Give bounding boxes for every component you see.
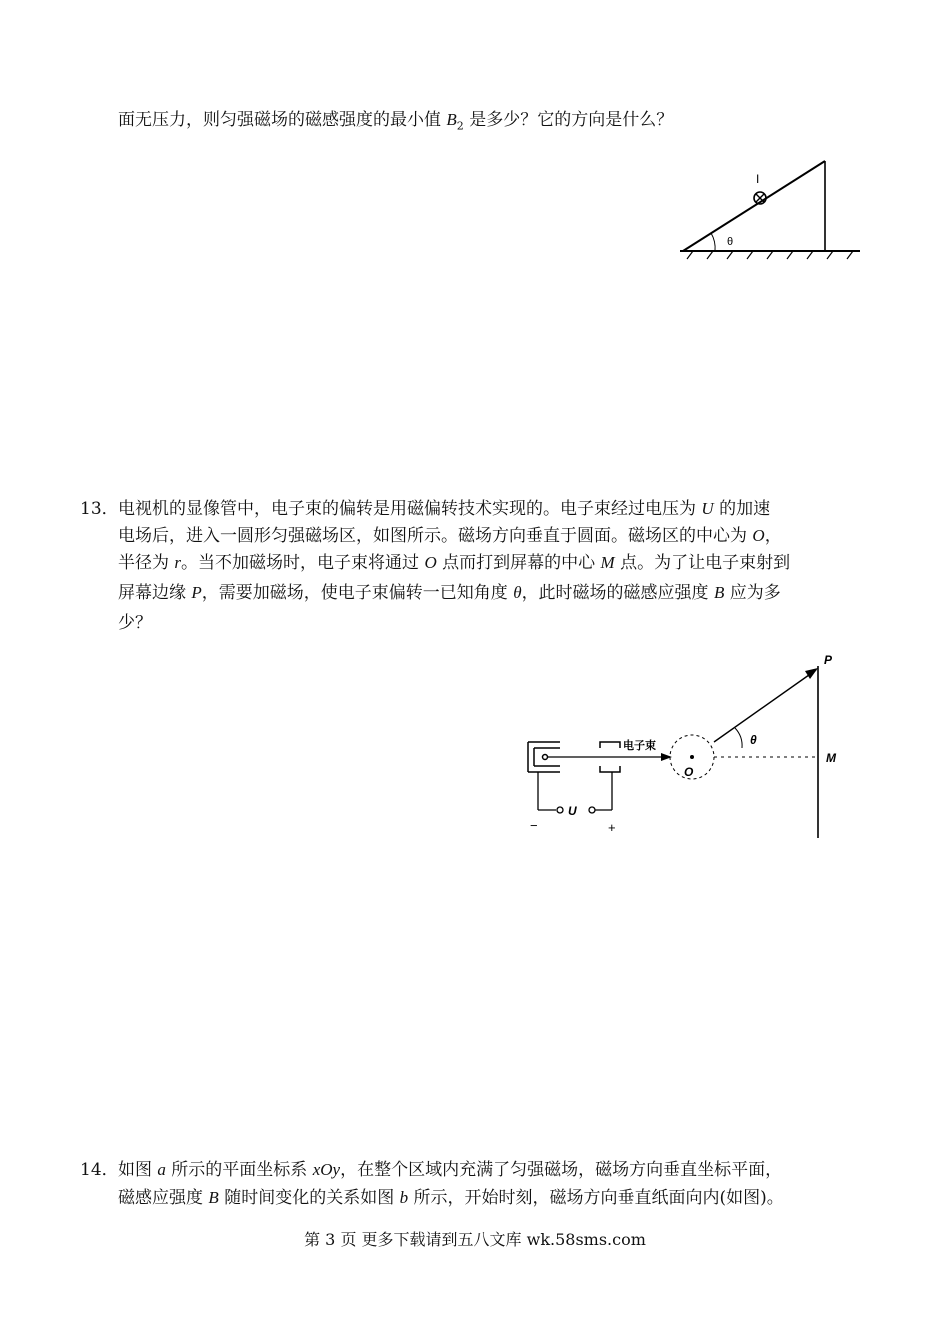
q13-var-P: P	[191, 583, 202, 602]
label-U: U	[568, 804, 577, 818]
q13-var-M: M	[600, 553, 615, 572]
q14-var-B: B	[208, 1188, 219, 1207]
incline-figure	[675, 155, 865, 265]
q13-number: 13．	[80, 499, 119, 519]
page-footer: 第 3 页 更多下载请到五八文库 wk.58sms.com	[304, 1230, 646, 1249]
label-minus: −	[530, 818, 538, 833]
q13-line-1	[118, 497, 770, 521]
q14-text: 随时间变化的关系如图	[218, 1188, 400, 1208]
q14-var-b: b	[399, 1188, 409, 1207]
crt-figure	[520, 648, 850, 843]
q13-text: ，需要加磁场，使电子束偏转一已知角度	[201, 583, 514, 603]
label-plus: +	[608, 820, 616, 835]
q13-var-r: r	[174, 553, 182, 572]
q13-line-3	[118, 551, 790, 575]
label-P: P	[824, 653, 833, 667]
ground-hatch	[687, 251, 853, 259]
q13-text: 屏幕边缘	[118, 583, 192, 603]
angle-label: θ	[727, 236, 734, 248]
q13-text: 电场后，进入一圆形匀强磁场区，如图所示。磁场方向垂直于圆面。磁场区的中心为	[118, 526, 753, 546]
q13-var-O: O	[424, 553, 437, 572]
q13-var-theta: θ	[513, 583, 522, 602]
beam-label: 电子束	[623, 740, 656, 752]
q13-text: 半径为	[118, 553, 175, 573]
q13-text: 应为多	[724, 583, 781, 603]
q13-text: ，此时磁场的磁感应强度	[521, 583, 714, 603]
q13-text: 点。为了让电子束射到	[614, 553, 791, 573]
q13-text: 电视机的显像管中，电子束的偏转是用磁偏转技术实现的。电子束经过电压为	[118, 499, 702, 519]
q14-text: 所示，开始时刻，磁场方向垂直纸面向内(如图)。	[408, 1188, 784, 1208]
q13-var-U: U	[701, 499, 714, 518]
q14-var-xOy: xOy	[312, 1160, 341, 1179]
q12-tail-line	[118, 108, 673, 138]
q14-line-2	[118, 1186, 784, 1210]
q14-line-1	[118, 1158, 782, 1182]
q14-text: ，在整个区域内充满了匀强磁场，磁场方向垂直坐标平面，	[340, 1160, 783, 1180]
q13-text: 点而打到屏幕的中心	[436, 553, 601, 573]
q12-sub-2: 2	[456, 119, 464, 133]
deflected-path	[714, 670, 816, 742]
q14-text: 磁感应强度	[118, 1188, 209, 1208]
label-O: O	[684, 765, 694, 779]
q12-var-B: B	[446, 110, 457, 129]
theta-arc	[735, 728, 742, 748]
q13-var-O: O	[752, 526, 765, 545]
deflected-arrow-icon	[805, 668, 818, 679]
q13-var-B: B	[713, 583, 725, 602]
label-M: M	[826, 751, 836, 765]
q12-text-a: 面无压力，则匀强磁场的磁感强度的最小值	[118, 110, 447, 130]
q14-var-a: a	[157, 1160, 166, 1179]
label-theta: θ	[750, 733, 757, 747]
q12-text-b: 是多少？它的方向是什么？	[463, 110, 674, 130]
q13-text: ，	[764, 526, 782, 546]
q14-text: 如图	[118, 1160, 158, 1180]
q13-line-2	[118, 524, 782, 548]
incline-surface	[683, 161, 825, 251]
q14-text: 所示的平面坐标系	[165, 1160, 313, 1180]
current-label: I	[756, 172, 760, 186]
q13-line-5: 少？	[118, 613, 152, 633]
q14-number: 14．	[80, 1160, 119, 1180]
center-point	[690, 755, 694, 759]
angle-arc	[711, 233, 715, 251]
q13-text: 的加速	[713, 499, 771, 519]
q13-text: 。当不加磁场时，电子束将通过	[181, 553, 425, 573]
q13-line-4	[118, 581, 781, 605]
